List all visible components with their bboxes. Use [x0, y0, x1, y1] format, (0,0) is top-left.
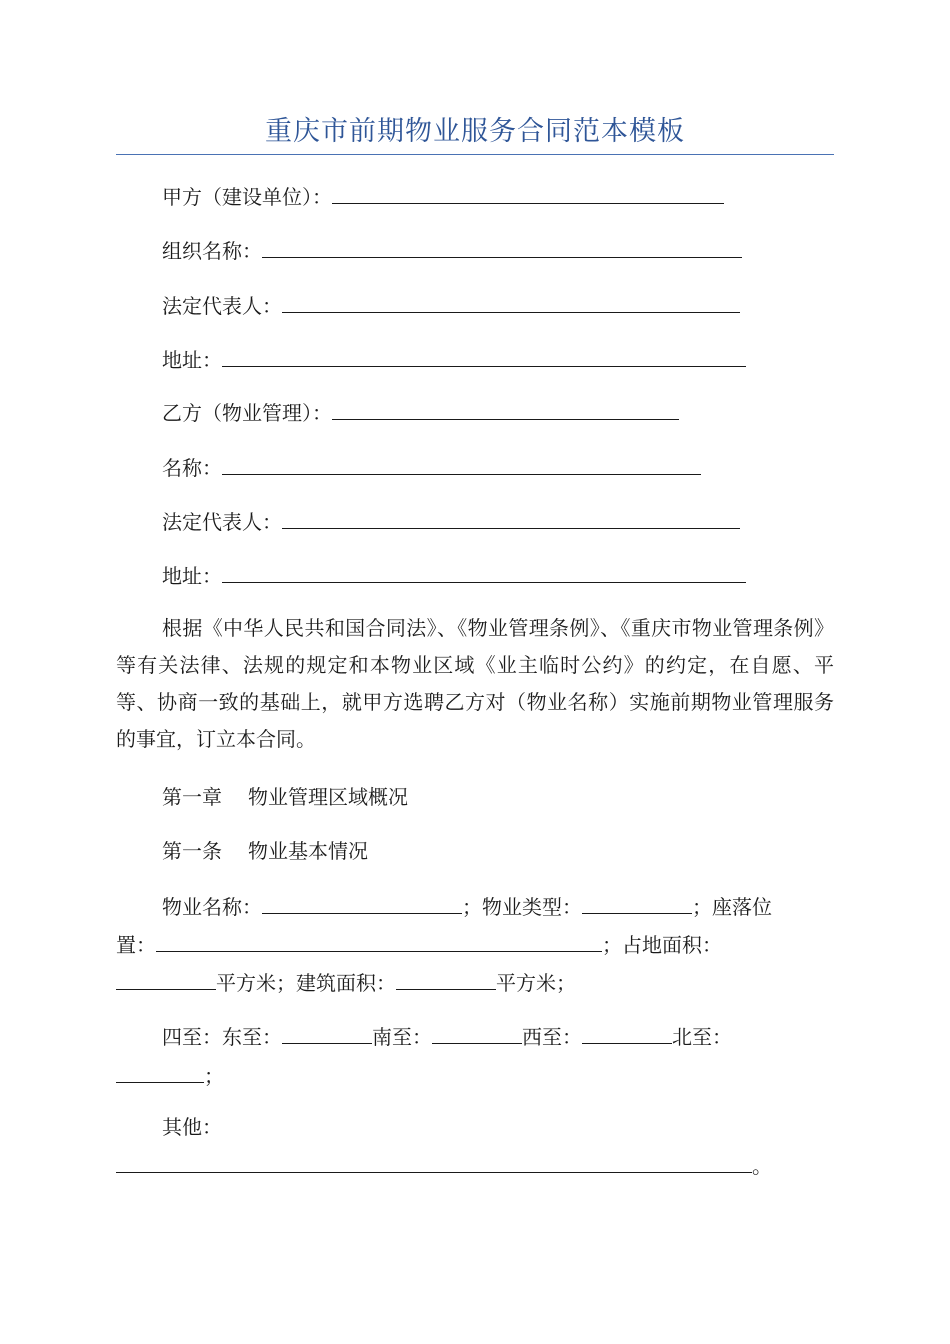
property-type-blank[interactable] — [582, 893, 692, 914]
property-type-label: ；物业类型： — [462, 895, 582, 919]
other-label: 其他： — [162, 1115, 222, 1139]
location-blank[interactable] — [156, 931, 602, 952]
sqm-suffix: 平方米； — [496, 971, 576, 995]
party-a-org-line — [162, 237, 742, 263]
party-b-blank[interactable] — [332, 399, 679, 420]
north-label: 北至： — [672, 1025, 732, 1049]
party-b-addr-blank[interactable] — [222, 562, 746, 583]
other-line — [162, 1115, 222, 1139]
party-a-rep-line — [162, 292, 740, 318]
north-blank[interactable] — [116, 1062, 204, 1083]
basic-info-line-3 — [116, 969, 576, 995]
boundaries-line-2 — [116, 1062, 224, 1088]
article-title: 物业基本情况 — [248, 839, 368, 863]
boundaries-end: ； — [204, 1064, 224, 1088]
other-end: 。 — [752, 1154, 772, 1178]
east-label: 四至：东至： — [162, 1025, 282, 1049]
party-a-org-blank[interactable] — [262, 237, 742, 258]
east-blank[interactable] — [282, 1023, 372, 1044]
party-b-name-line — [162, 454, 701, 480]
party-a-addr-blank[interactable] — [222, 346, 746, 367]
south-blank[interactable] — [432, 1023, 522, 1044]
party-a-line — [162, 183, 724, 209]
party-b-rep-label: 法定代表人： — [162, 510, 282, 534]
west-label: 西至： — [522, 1025, 582, 1049]
party-b-addr-line — [162, 562, 746, 588]
boundaries-line-1 — [162, 1023, 732, 1049]
party-b-rep-blank[interactable] — [282, 508, 740, 529]
property-name-label: 物业名称： — [162, 895, 262, 919]
party-b-name-blank[interactable] — [222, 454, 701, 475]
title-underline — [116, 154, 834, 155]
chapter-number: 第一章 — [162, 785, 222, 809]
article-heading — [162, 839, 368, 863]
building-area-label: 平方米；建筑面积： — [216, 971, 396, 995]
party-b-name-label: 名称： — [162, 456, 222, 480]
chapter-heading — [162, 785, 408, 809]
party-a-addr-line — [162, 346, 746, 372]
land-area-blank[interactable] — [116, 969, 216, 990]
party-a-org-label: 组织名称： — [162, 239, 262, 263]
land-area-label: ；占地面积： — [602, 933, 722, 957]
party-a-blank[interactable] — [332, 183, 724, 204]
party-a-rep-label: 法定代表人： — [162, 294, 282, 318]
other-blank[interactable] — [116, 1152, 752, 1173]
party-b-label: 乙方（物业管理）： — [162, 401, 332, 425]
document-title: 重庆市前期物业服务合同范本模板 — [265, 116, 685, 147]
party-b-rep-line — [162, 508, 740, 534]
location-label-cont: 置： — [116, 933, 156, 957]
preamble-paragraph: 根据《中华人民共和国合同法》、《物业管理条例》、《重庆市物业管理条例》等有关法律、法规的规定和本物业区域《业主临时公约》的约定，在自愿、平等、协商一致的基础上，就甲方选聘乙方对（物业名称）实施前期物业管理服务的事宜，订立本合同。 — [116, 616, 834, 751]
chapter-title: 物业管理区域概况 — [248, 785, 408, 809]
location-label: ；座落位 — [692, 895, 772, 919]
basic-info-line-2 — [116, 931, 722, 957]
party-b-addr-label: 地址： — [162, 564, 222, 588]
party-a-addr-label: 地址： — [162, 348, 222, 372]
party-a-label: 甲方（建设单位）： — [162, 185, 332, 209]
west-blank[interactable] — [582, 1023, 672, 1044]
property-name-blank[interactable] — [262, 893, 462, 914]
other-blank-line — [116, 1152, 772, 1178]
article-number: 第一条 — [162, 839, 222, 863]
basic-info-line-1 — [162, 893, 772, 919]
building-area-blank[interactable] — [396, 969, 496, 990]
party-a-rep-blank[interactable] — [282, 292, 740, 313]
south-label: 南至： — [372, 1025, 432, 1049]
party-b-line — [162, 399, 679, 425]
